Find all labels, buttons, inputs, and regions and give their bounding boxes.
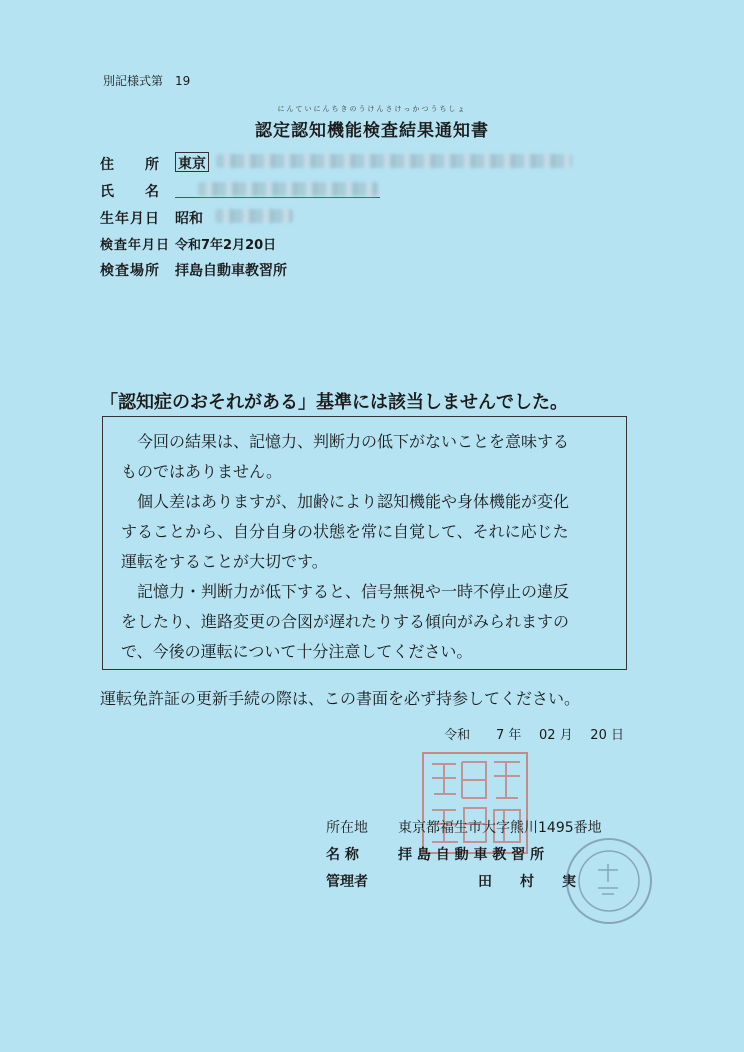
name-value-issuer: 拝 島 自 動 車 教 習 所 bbox=[398, 847, 545, 863]
date-day-unit: 日 bbox=[610, 728, 624, 743]
date-month-unit: 月 bbox=[559, 728, 573, 743]
round-seal-graphic bbox=[568, 840, 650, 922]
explanation-line: することから、自分自身の状態を常に自覚して、それに応じた bbox=[121, 522, 569, 541]
issuer-location bbox=[326, 817, 602, 837]
form-number: 別記様式第 19 bbox=[103, 74, 191, 88]
explanation-line: ものではありません。 bbox=[121, 462, 282, 481]
explanation-line: 記憶力・判断力が低下すると、信号無視や一時不停止の違反 bbox=[121, 582, 570, 601]
title-ruby: にんていにんちきのうけんさけっかつうちしょ bbox=[277, 105, 467, 113]
result-statement: 「認知症のおそれがある」基準には該当しませんでした。 bbox=[100, 392, 568, 413]
redacted-name bbox=[198, 182, 378, 196]
date-month: 02 bbox=[539, 728, 556, 743]
explanation-line: で、今後の運転について十分注意してください。 bbox=[121, 642, 473, 661]
renewal-note: 運転免許証の更新手続の際は、この書面を必ず持参してください。 bbox=[100, 689, 581, 708]
name-label-issuer: 名 称 bbox=[326, 847, 359, 863]
name-label: 氏 名 bbox=[100, 184, 160, 200]
manager-round-seal bbox=[566, 838, 652, 924]
name-underline bbox=[175, 197, 380, 198]
redacted-address bbox=[216, 154, 572, 168]
explanation-line: 運転をすることが大切です。 bbox=[121, 552, 328, 571]
exam-place-label: 検査場所 bbox=[100, 263, 160, 279]
explanation-line: をしたり、進路変更の合図が遅れたりする傾向がみられますの bbox=[121, 612, 570, 631]
address-value: 東京 bbox=[175, 152, 209, 172]
date-year: 7 bbox=[495, 728, 505, 743]
date-era: 令和 bbox=[444, 728, 471, 743]
birth-value: 昭和 bbox=[175, 211, 203, 227]
explanation-box bbox=[102, 416, 627, 670]
document-title: 認定認知機能検査結果通知書 bbox=[255, 121, 489, 141]
exam-place-value: 拝島自動車教習所 bbox=[175, 263, 287, 279]
exam-date-value: 令和7年2月20日 bbox=[175, 238, 277, 253]
location-value: 東京都福生市大字熊川1495番地 bbox=[398, 820, 602, 836]
issue-date bbox=[444, 724, 624, 743]
explanation-text bbox=[103, 427, 628, 667]
manager-value: 田 村 実 bbox=[478, 874, 576, 890]
location-label: 所在地 bbox=[326, 820, 368, 836]
redacted-birth bbox=[215, 209, 293, 223]
issuer-name bbox=[326, 844, 544, 864]
birth-label: 生年月日 bbox=[100, 211, 160, 227]
school-seal bbox=[422, 752, 528, 854]
explanation-line: 今回の結果は、記憶力、判断力の低下がないことを意味する bbox=[121, 432, 570, 451]
explanation-line: 個人差はありますが、加齢により認知機能や身体機能が変化 bbox=[121, 492, 570, 511]
exam-date-label: 検査年月日 bbox=[100, 238, 171, 253]
manager-label: 管理者 bbox=[326, 874, 368, 890]
date-year-unit: 年 bbox=[508, 728, 522, 743]
issuer-manager bbox=[326, 871, 576, 891]
seal-graphic bbox=[424, 754, 526, 852]
address-label: 住 所 bbox=[100, 157, 160, 173]
date-day: 20 bbox=[590, 728, 607, 743]
